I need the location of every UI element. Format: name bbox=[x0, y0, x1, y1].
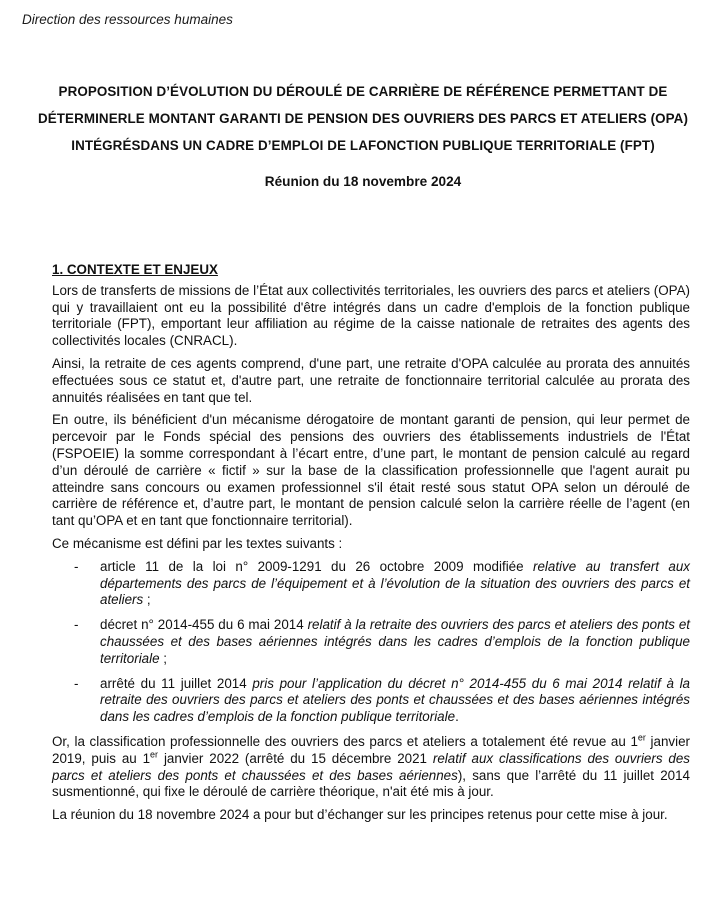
list-dash: - bbox=[74, 675, 79, 691]
document-title bbox=[30, 78, 696, 159]
ref-title: relative au transfert aux départements des parcs de l’équipement et à l’évolution de la situation des ouvriers des parcs et ateliers bbox=[100, 558, 690, 608]
superscript: er bbox=[637, 732, 646, 743]
ref-title: relatif à la retraite des ouvriers des parcs et ateliers des ponts et chaussées et des bases aériennes intégrés dans les cadres d’emplois de la fonction publique territoriale bbox=[100, 617, 690, 666]
paragraph: Lors de transferts de missions de l’État aux collectivités territoriales, les ouvriers des parcs et ateliers (OPA) qui y travaillaient ont eu la possibilité d'être intégrés dans un cadre d'emplois de la fonction publique territoriale (FPT), emportant leur affiliation au régime de la caisse nationale de retraites des agents des collectivités locales (CNRACL). bbox=[52, 282, 690, 349]
ref-end: . bbox=[455, 709, 459, 725]
document-body bbox=[52, 262, 690, 830]
list-item bbox=[52, 676, 690, 726]
meeting-date: Réunion du 18 novembre 2024 bbox=[264, 174, 462, 189]
paragraph: En outre, ils bénéficient d'un mécanisme dérogatoire de montant garanti de pension, qui leur permet de percevoir par le Fonds spécial des pensions des ouvriers des établissements industriels de l'État (FSPOEIE) la somme correspondant à l’écart entre, d’une part, le montant de pension calculé au regard d’un déroulé de carrière « fictif » sur la base de la classification professionnelle que l'agent aurait pu atteindre sans concours ou examen professionnel s'il était resté sous statut OPA selon un déroulé de carrière de référence et, d’autre part, le montant de pension calculé selon la carrière réelle de l’agent (en tant qu’OPA et en tant que fonctionnaire territorial). bbox=[52, 412, 690, 529]
paragraph: Ainsi, la retraite de ces agents comprend, d'une part, une retraite d'OPA calculée au prorata des annuités effectuées sous ce statut et, d'autre part, une retraite de fonctionnaire territorial calculée au prorata des annuités réalisées en tant que tel. bbox=[52, 355, 690, 405]
title-line: DÉTERMINERLE MONTANT GARANTI DE PENSION DES OUVRIERS DES PARCS ET ATELIERS (OPA) bbox=[37, 111, 689, 126]
text: janvier 2022 (arrêté du 15 décembre 2021 bbox=[158, 750, 433, 766]
section-heading: 1. CONTEXTE ET ENJEUX bbox=[52, 262, 218, 277]
text: janvier 2019, puis au 1 bbox=[52, 733, 690, 766]
ref-end: ; bbox=[159, 650, 167, 666]
title-line: PROPOSITION D’ÉVOLUTION DU DÉROULÉ DE CARRIÈRE DE RÉFÉRENCE PERMETTANT DE bbox=[58, 84, 668, 99]
ref-end: ; bbox=[143, 592, 151, 608]
text: ), sans que l’arrêté du 11 juillet 2014 susmentionné, qui fixe le déroulé de carrière théorique, n'ait été mis à jour. bbox=[52, 767, 690, 800]
superscript: er bbox=[150, 749, 159, 760]
paragraph: La réunion du 18 novembre 2024 a pour but d’échanger sur les principes retenus pour cette mise à jour. bbox=[52, 807, 668, 823]
ref-text: arrêté du 11 juillet 2014 bbox=[100, 675, 253, 691]
list-item bbox=[52, 559, 690, 609]
list-dash: - bbox=[74, 617, 79, 633]
ref-text: article 11 de la loi n° 2009-1291 du 26 octobre 2009 modifiée bbox=[100, 558, 533, 574]
text: Or, la classification professionnelle des ouvriers des parcs et ateliers a totalement été revue au 1 bbox=[52, 733, 638, 749]
department-header: Direction des ressources humaines bbox=[22, 12, 233, 27]
title-line: INTÉGRÉSDANS UN CADRE D’EMPLOI DE LAFONCTION PUBLIQUE TERRITORIALE (FPT) bbox=[71, 138, 655, 153]
paragraph: Ce mécanisme est défini par les textes suivants : bbox=[52, 535, 343, 551]
list-item bbox=[52, 617, 690, 667]
list-dash: - bbox=[74, 558, 79, 574]
paragraph bbox=[52, 734, 690, 801]
legal-references-list bbox=[52, 559, 690, 726]
ref-title: pris pour l’application du décret n° 2014-455 du 6 mai 2014 relatif à la retraite des ouvriers des parcs et ateliers des ponts et chaussées et des bases aériennes intégrés dans les cadres d’emplois de la fonction publique territoriale bbox=[100, 675, 690, 725]
ref-title: relatif aux classifications des ouvriers des parcs et ateliers des ponts et chaussées et des bases aériennes bbox=[52, 750, 690, 783]
ref-text: décret n° 2014-455 du 6 mai 2014 bbox=[100, 617, 308, 633]
